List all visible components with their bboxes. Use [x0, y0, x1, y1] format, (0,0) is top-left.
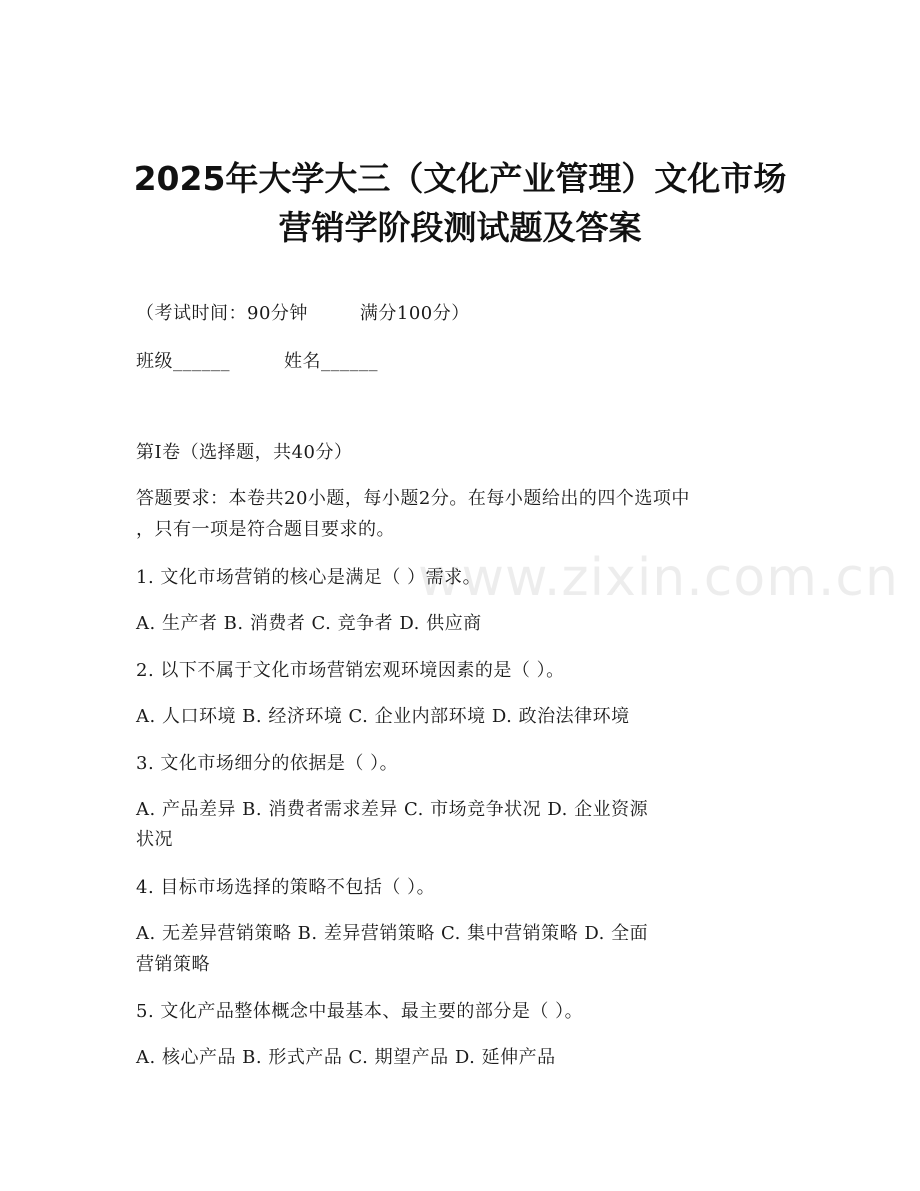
question-5-stem: 5. 文化产品整体概念中最基本、最主要的部分是（ ）。 — [136, 1001, 584, 1022]
question-3-options: A. 产品差异 B. 消费者需求差异 C. 市场竞争状况 D. 企业资源 — [136, 799, 649, 820]
question-3-stem: 3. 文化市场细分的依据是（ ）。 — [136, 753, 399, 774]
document-title-line-1: 2025年大学大三（文化产业管理）文化市场 — [133, 159, 787, 198]
question-1-options: A. 生产者 B. 消费者 C. 竞争者 D. 供应商 — [136, 613, 482, 634]
student-info — [136, 350, 378, 374]
question-2-stem: 2. 以下不属于文化市场营销宏观环境因素的是（ ）。 — [136, 660, 565, 681]
question-3-options-wrap: 状况 — [136, 829, 173, 850]
document-title-line-2: 营销学阶段测试题及答案 — [278, 208, 642, 247]
class-field-label: 班级______ — [136, 351, 230, 372]
instructions-line-2: ，只有一项是符合题目要求的。 — [136, 519, 395, 540]
exam-info — [136, 302, 470, 326]
question-4-options-wrap: 营销策略 — [136, 954, 210, 975]
question-2-options: A. 人口环境 B. 经济环境 C. 企业内部环境 D. 政治法律环境 — [136, 706, 630, 727]
question-4-options: A. 无差异营销策略 B. 差异营销策略 C. 集中营销策略 D. 全面 — [136, 923, 649, 944]
instructions-line-1: 答题要求：本卷共20小题，每小题2分。在每小题给出的四个选项中 — [136, 488, 690, 509]
name-field-label: 姓名______ — [284, 351, 378, 372]
question-5-options: A. 核心产品 B. 形式产品 C. 期望产品 D. 延伸产品 — [136, 1047, 556, 1068]
question-4-stem: 4. 目标市场选择的策略不包括（ ）。 — [136, 877, 436, 898]
exam-time: （考试时间：90分钟 — [136, 303, 308, 324]
section-heading: 第I卷（选择题，共40分） — [136, 442, 353, 463]
watermark: www.zixin.com.cn — [418, 548, 899, 608]
question-1-stem: 1. 文化市场营销的核心是满足（ ）需求。 — [136, 567, 482, 588]
full-score: 满分100分） — [359, 303, 470, 324]
